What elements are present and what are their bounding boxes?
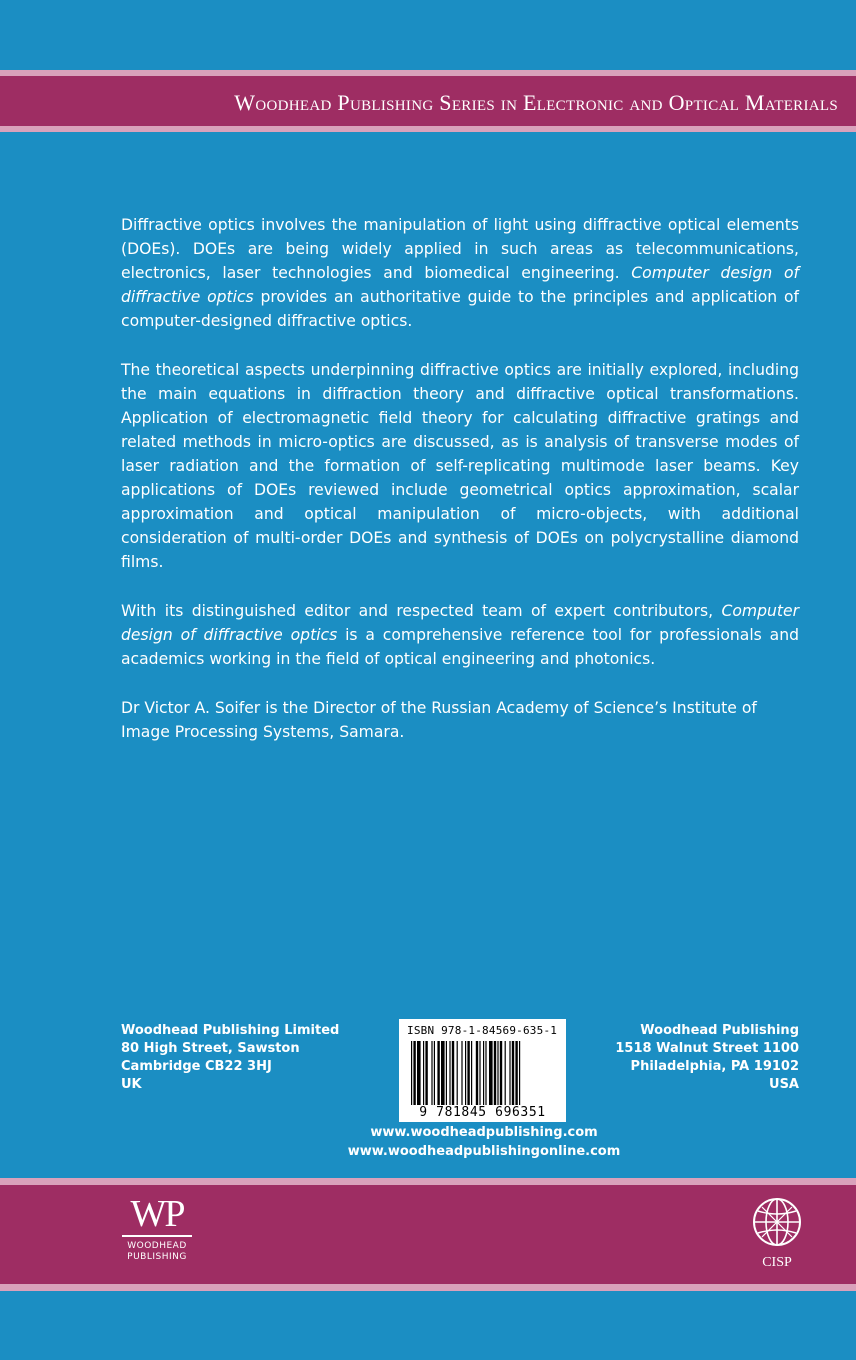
- barcode-bar: [500, 1041, 502, 1105]
- barcode-bar: [485, 1041, 486, 1105]
- bottom-band-edge-lower: [0, 1284, 856, 1291]
- publisher-address-uk: Woodhead Publishing Limited 80 High Street, Sawston Cambridge CB22 3HJ UK: [121, 1023, 340, 1092]
- cisp-logo: CISP: [750, 1195, 804, 1271]
- editor-bio: Dr Victor A. Soifer is the Director of the Russian Academy of Science’s Institute of Image Processing Systems, Samara.: [121, 699, 757, 741]
- top-band-edge-lower: [0, 126, 856, 132]
- barcode-bar: [434, 1041, 435, 1105]
- barcode-bar: [509, 1041, 510, 1105]
- publisher-address-us: Woodhead Publishing 1518 Walnut Street 1100 Philadelphia, PA 19102 USA: [615, 1023, 799, 1092]
- bottom-band-edge: [0, 1178, 856, 1185]
- barcode-bar: [467, 1041, 469, 1105]
- barcode-bar: [457, 1041, 458, 1105]
- barcode-bars: [411, 1041, 554, 1105]
- barcode-bar: [413, 1041, 415, 1105]
- barcode-bar: [431, 1041, 432, 1105]
- barcode-bar: [461, 1041, 462, 1105]
- barcode-bar: [465, 1041, 466, 1105]
- isbn-text: ISBN 978-1-84569-635-1: [407, 1024, 558, 1037]
- barcode-bar: [423, 1041, 424, 1105]
- barcode-bar: [512, 1041, 514, 1105]
- barcode-bar: [479, 1041, 480, 1105]
- blurb-paragraph-1: Diffractive optics involves the manipulation of light using diffractive optical elements (DOEs). DOEs are being widely applied in such areas as telecommunications, electronics, laser technologies and biomedical engineering. Computer design of diffractive optics provides an authoritative guide to the principles and application of computer-designed diffractive optics.: [121, 216, 799, 330]
- barcode-bar: [452, 1041, 454, 1105]
- barcode-bar: [417, 1041, 421, 1105]
- barcode-digits: 9 781845 696351: [419, 1105, 546, 1120]
- barcode-bar: [425, 1041, 427, 1105]
- barcode-bar: [437, 1041, 439, 1105]
- barcode-bar: [483, 1041, 484, 1105]
- woodhead-publishing-logo: WP WOODHEAD PUBLISHING: [120, 1195, 194, 1263]
- barcode-bar: [446, 1041, 447, 1105]
- isbn-barcode: [399, 1019, 566, 1122]
- website-link[interactable]: www.woodheadpublishing.com: [370, 1125, 598, 1140]
- series-title: Woodhead Publishing Series in Electronic and Optical Materials: [234, 90, 838, 115]
- barcode-bar: [476, 1041, 478, 1105]
- logo-rule: [122, 1235, 192, 1237]
- barcode-bar: [471, 1041, 472, 1105]
- barcode-bar: [411, 1041, 412, 1105]
- barcode-bar: [515, 1041, 517, 1105]
- barcode-bar: [494, 1041, 496, 1105]
- barcode-bar: [519, 1041, 520, 1105]
- blurb-paragraph-3: With its distinguished editor and respected team of expert contributors, Computer design of diffractive optics is a comprehensive reference tool for professionals and academics working in the field of optical engineering and photonics.: [121, 602, 799, 668]
- blurb-paragraph-2: The theoretical aspects underpinning diffractive optics are initially explored, including the main equations in diffraction theory and diffractive optical transformations. Application of electromagnetic field theory for calculating diffractive gratings and related methods in micro-optics are discussed, as is analysis of transverse modes of laser radiation and the formation of self-replicating multimode laser beams. Key applications of DOEs reviewed include geometrical optics approximation, scalar approximation and optical manipulation of micro-objects, with additional consideration of multi-order DOEs and synthesis of DOEs on polycrystalline diamond films.: [121, 361, 799, 571]
- globe-icon: [750, 1195, 804, 1249]
- barcode-bar: [489, 1041, 493, 1105]
- online-website-link[interactable]: www.woodheadpublishingonline.com: [347, 1144, 621, 1159]
- barcode-bar: [449, 1041, 450, 1105]
- barcode-bar: [497, 1041, 498, 1105]
- barcode-bar: [441, 1041, 445, 1105]
- barcode-bar: [505, 1041, 506, 1105]
- blurb: [121, 213, 799, 769]
